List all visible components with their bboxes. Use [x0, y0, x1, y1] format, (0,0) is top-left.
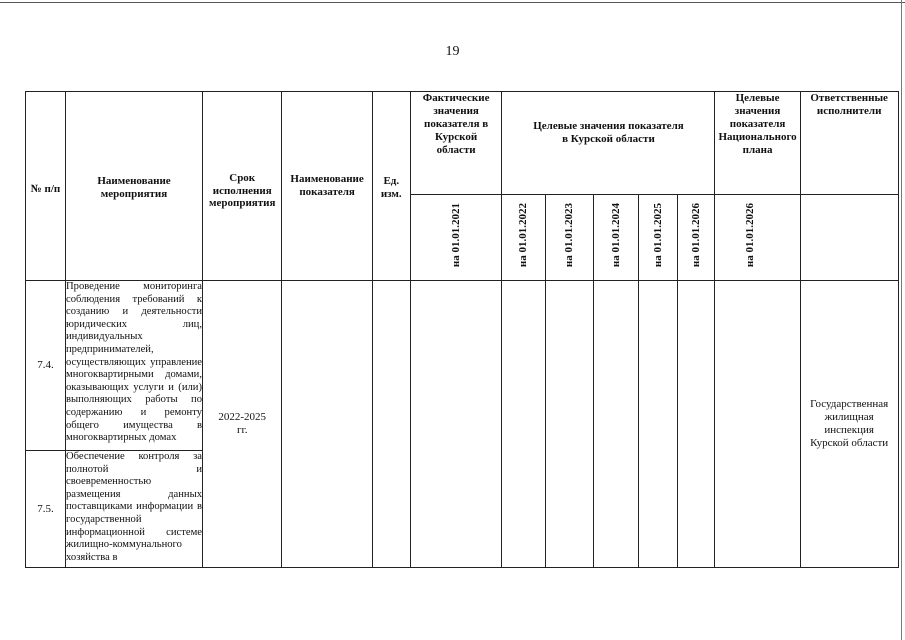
date-target-2024: на 01.01.2024: [594, 195, 639, 281]
date-target-2025: на 01.01.2025: [639, 195, 678, 281]
header-num: № п/п: [26, 92, 66, 281]
header-actual: Фактические значения показателя в Курской области: [410, 92, 502, 195]
unit-cell: [372, 281, 410, 568]
row-num: 7.5.: [26, 451, 66, 568]
measures-table: [25, 91, 899, 568]
header-responsible: Ответственные исполнители: [800, 92, 898, 195]
scan-border-top: [0, 2, 905, 3]
row-name: Проведение мониторинга соблюдения требований к созданию и деятельности юридических лиц, индивидуальных предпринимателей, осуществляющих управление многоквартирными домами, оказывающих услуги и (или) выполняющих работы по содержанию и ремонту общего имущества в многоквартирных домах: [66, 281, 203, 451]
date-target-2023: на 01.01.2023: [546, 195, 594, 281]
row-name: Обеспечение контроля за полнотой и своевременностью размещения данных поставщиками информации в государственной информационной системе жилищно-коммунального хозяйства в: [66, 451, 203, 568]
date-actual-2021: на 01.01.2021: [410, 195, 502, 281]
row-num: 7.4.: [26, 281, 66, 451]
header-responsible-blank: [800, 195, 898, 281]
target-2024-cell: [594, 281, 639, 568]
target-2022-cell: [502, 281, 546, 568]
page-number: 19: [445, 44, 460, 59]
date-target-2022: на 01.01.2022: [502, 195, 546, 281]
header-national: Целевые значения показателя Национального плана: [715, 92, 800, 195]
indicator-cell: [282, 281, 372, 568]
date-national-2026: на 01.01.2026: [715, 195, 800, 281]
actual-value-cell: [410, 281, 502, 568]
target-2025-cell: [639, 281, 678, 568]
scan-border-right: [901, 0, 902, 640]
date-target-2026: на 01.01.2026: [678, 195, 715, 281]
header-term: Срок исполнения мероприятия: [203, 92, 282, 281]
header-unit: Ед. изм.: [372, 92, 410, 281]
responsible-cell: Государственная жилищная инспекция Курской области: [800, 281, 898, 568]
table-row: [26, 281, 899, 451]
header-indicator: Наименование показателя: [282, 92, 372, 281]
header-name: Наименование мероприятия: [66, 92, 203, 281]
term-cell: 2022-2025 гг.: [203, 281, 282, 568]
header-targets: Целевые значения показателя в Курской области: [502, 92, 715, 195]
target-2023-cell: [546, 281, 594, 568]
target-2026-cell: [678, 281, 715, 568]
national-value-cell: [715, 281, 800, 568]
